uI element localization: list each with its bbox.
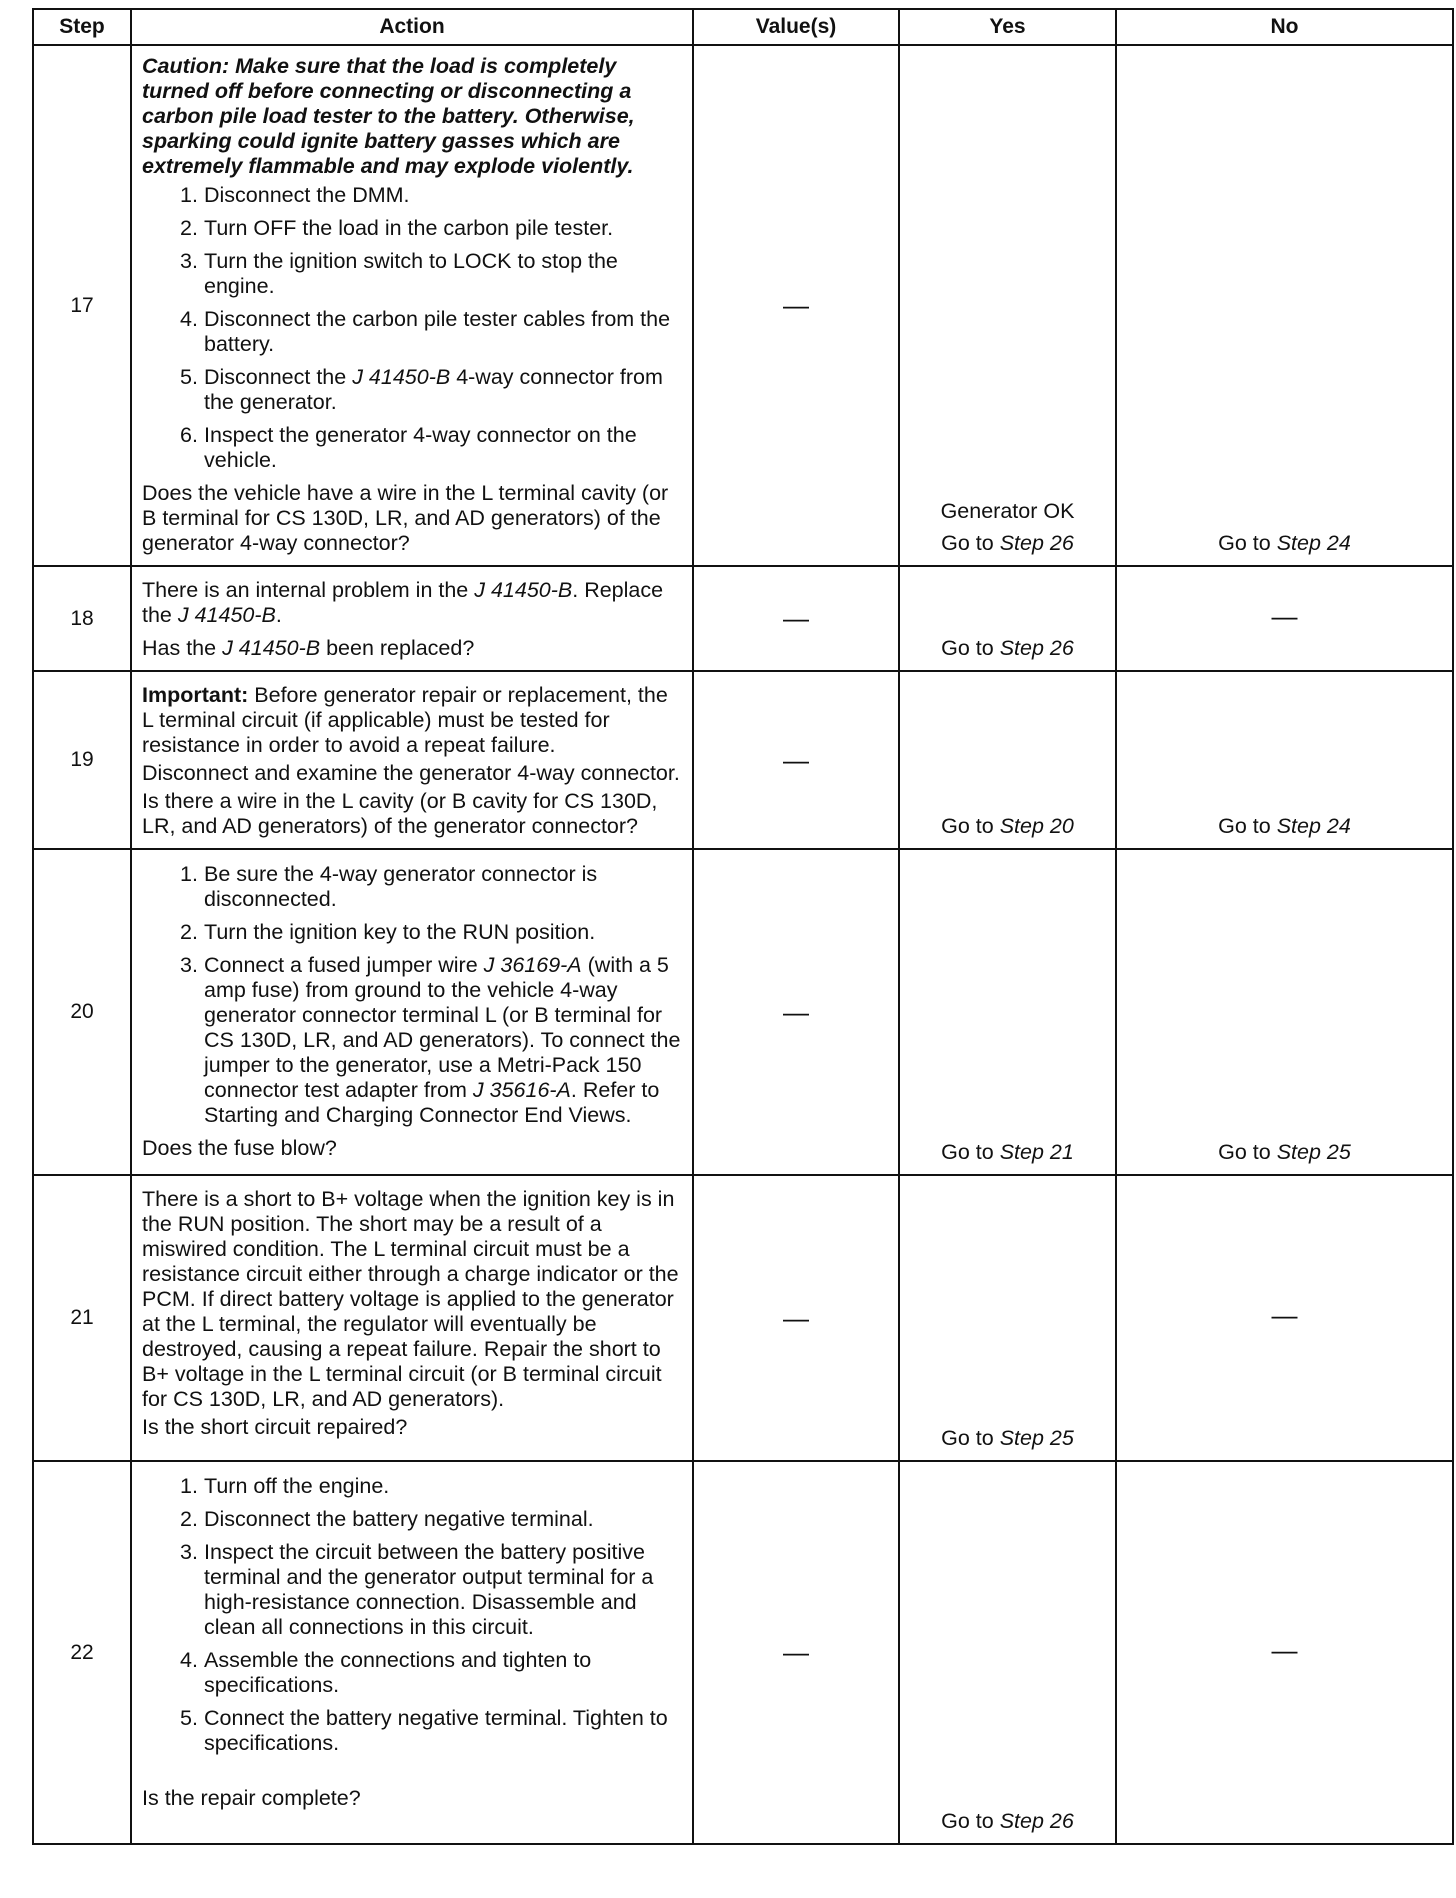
header-action: Action xyxy=(131,9,693,45)
step-reference: Step 25 xyxy=(1276,1140,1351,1164)
yes-goto: Go to Step 26 xyxy=(941,1809,1074,1833)
table-row-step-17 xyxy=(33,45,1453,566)
procedure-list xyxy=(142,862,682,1128)
action-cell xyxy=(131,849,693,1175)
yes-cell xyxy=(899,1175,1116,1461)
no-goto: Go to Step 24 xyxy=(1218,814,1351,838)
question-text: Does the vehicle have a wire in the L terminal cavity (or B terminal for CS 130D, LR, and AD generators) of the generator 4-way connector? xyxy=(142,481,669,555)
action-text: There is an internal problem in the J 41450-B. Replace the J 41450-B. xyxy=(142,578,664,627)
list-item: 4 . Assemble the connections and tighten to specifications. xyxy=(142,1648,682,1698)
no-cell xyxy=(1116,671,1453,849)
step-number: 21 xyxy=(33,1175,131,1461)
list-item: 3 . Inspect the circuit between the battery positive terminal and the generator output terminal for a high-resistance connection. Disassemble and clean all connections in this circuit. xyxy=(142,1540,682,1640)
action-cell xyxy=(131,1175,693,1461)
list-item: 5 . Disconnect the J 41450-B 4-way connector from the generator. xyxy=(142,365,682,415)
yes-goto: Go to Step 20 xyxy=(941,814,1074,838)
question-text: Is there a wire in the L cavity (or B cavity for CS 130D, LR, and AD generators) of the generator connector? xyxy=(142,789,658,838)
step-number: 19 xyxy=(33,671,131,849)
question-text: Is the short circuit repaired? xyxy=(142,1415,408,1439)
header-step: Step xyxy=(33,9,131,45)
yes-cell xyxy=(899,671,1116,849)
no-goto: Go to Step 24 xyxy=(1218,531,1351,555)
list-item: 2 . Disconnect the battery negative terminal. xyxy=(142,1507,682,1532)
tool-reference: J 36169-A xyxy=(483,953,582,977)
step-reference: Step 26 xyxy=(999,531,1074,555)
value-cell: — xyxy=(693,849,899,1175)
header-row xyxy=(33,9,1453,45)
table-row-step-19 xyxy=(33,671,1453,849)
no-cell xyxy=(1116,45,1453,566)
question-text: Is the repair complete? xyxy=(142,1786,361,1810)
action-text: There is a short to B+ voltage when the ignition key is in the RUN position. The short may be a result of a miswired condition. The L terminal circuit must be a resistance circuit either through a charge indicator or the PCM. If direct battery voltage is applied to the generator at the L terminal, the regulator will eventually be destroyed, causing a repeat failure. Repair the short to B+ voltage in the L terminal circuit (or B terminal circuit for CS 130D, LR, and AD generators). xyxy=(142,1187,679,1411)
question-text: Has the J 41450-B been replaced? xyxy=(142,636,475,660)
step-number: 20 xyxy=(33,849,131,1175)
tool-reference: J 41450-B xyxy=(352,365,451,389)
list-item: 1 . Be sure the 4-way generator connector is disconnected. xyxy=(142,862,682,912)
tool-reference: J 41450-B xyxy=(474,578,573,602)
list-item: 2 . Turn OFF the load in the carbon pile tester. xyxy=(142,216,682,241)
tool-reference: J 35616-A xyxy=(472,1078,571,1102)
no-cell xyxy=(1116,849,1453,1175)
value-cell: — xyxy=(693,45,899,566)
procedure-list xyxy=(142,183,682,473)
value-cell: — xyxy=(693,566,899,671)
step-reference: Step 26 xyxy=(999,1809,1074,1833)
important-note: Important: Before generator repair or replacement, the L terminal circuit (if applicable) must be tested for resistance in order to avoid a repeat failure. xyxy=(142,683,668,757)
no-cell: — xyxy=(1116,1461,1453,1844)
table-row-step-22 xyxy=(33,1461,1453,1844)
step-number: 22 xyxy=(33,1461,131,1844)
step-reference: Step 24 xyxy=(1276,531,1351,555)
yes-cell xyxy=(899,45,1116,566)
step-reference: Step 20 xyxy=(999,814,1074,838)
no-cell: — xyxy=(1116,566,1453,671)
action-cell xyxy=(131,1461,693,1844)
yes-cell xyxy=(899,849,1116,1175)
yes-goto: Go to Step 26 xyxy=(941,636,1074,660)
step-number: 17 xyxy=(33,45,131,566)
step-reference: Step 26 xyxy=(999,636,1074,660)
action-cell xyxy=(131,566,693,671)
no-goto: Go to Step 25 xyxy=(1218,1140,1351,1164)
yes-note: Generator OK xyxy=(940,499,1075,523)
step-reference: Step 21 xyxy=(999,1140,1074,1164)
value-cell: — xyxy=(693,671,899,849)
tool-reference: J 41450-B xyxy=(222,636,321,660)
list-item: 1 . Turn off the engine. xyxy=(142,1474,682,1499)
value-cell: — xyxy=(693,1461,899,1844)
step-number: 18 xyxy=(33,566,131,671)
yes-goto: Go to Step 21 xyxy=(941,1140,1074,1164)
procedure-list xyxy=(142,1474,682,1756)
table-row-step-20 xyxy=(33,849,1453,1175)
list-item: 3 . Turn the ignition switch to LOCK to stop the engine. xyxy=(142,249,682,299)
step-reference: Step 24 xyxy=(1276,814,1351,838)
table-row-step-21 xyxy=(33,1175,1453,1461)
list-item: 4 . Disconnect the carbon pile tester cables from the battery. xyxy=(142,307,682,357)
list-item: 6 . Inspect the generator 4-way connector on the vehicle. xyxy=(142,423,682,473)
header-yes: Yes xyxy=(899,9,1116,45)
list-item: 3 . Connect a fused jumper wire J 36169-A (with a 5 amp fuse) from ground to the vehicle 4-way generator connector terminal L (or B terminal for CS 130D, LR, and AD generators). To connect the jumper to the generator, use a Metri-Pack 150 connector test adapter from J 35616-A. Refer to Starting and Charging Connector End Views. xyxy=(142,953,682,1128)
header-no: No xyxy=(1116,9,1453,45)
question-text: Does the fuse blow? xyxy=(142,1136,337,1160)
value-cell: — xyxy=(693,1175,899,1461)
action-cell xyxy=(131,45,693,566)
diagnostic-table xyxy=(32,8,1454,1845)
list-item: 5 . Connect the battery negative terminal. Tighten to specifications. xyxy=(142,1706,682,1756)
list-item: 2 . Turn the ignition key to the RUN position. xyxy=(142,920,682,945)
table-row-step-18 xyxy=(33,566,1453,671)
caution-text: Caution: Make sure that the load is completely turned off before connecting or disconnecting a carbon pile load tester to the battery. Otherwise, sparking could ignite battery gasses which are extremely flammable and may explode violently. xyxy=(142,54,635,178)
action-cell xyxy=(131,671,693,849)
tool-reference: J 41450-B xyxy=(177,603,276,627)
step-reference: Step 25 xyxy=(999,1426,1074,1450)
diagnostic-table-page xyxy=(32,8,1452,1845)
header-values: Value(s) xyxy=(693,9,899,45)
list-item: 1 . Disconnect the DMM. xyxy=(142,183,682,208)
yes-goto: Go to Step 26 xyxy=(941,531,1074,555)
action-text: Disconnect and examine the generator 4-way connector. xyxy=(142,761,680,785)
yes-goto: Go to Step 25 xyxy=(941,1426,1074,1450)
yes-cell xyxy=(899,566,1116,671)
no-cell: — xyxy=(1116,1175,1453,1461)
yes-cell xyxy=(899,1461,1116,1844)
